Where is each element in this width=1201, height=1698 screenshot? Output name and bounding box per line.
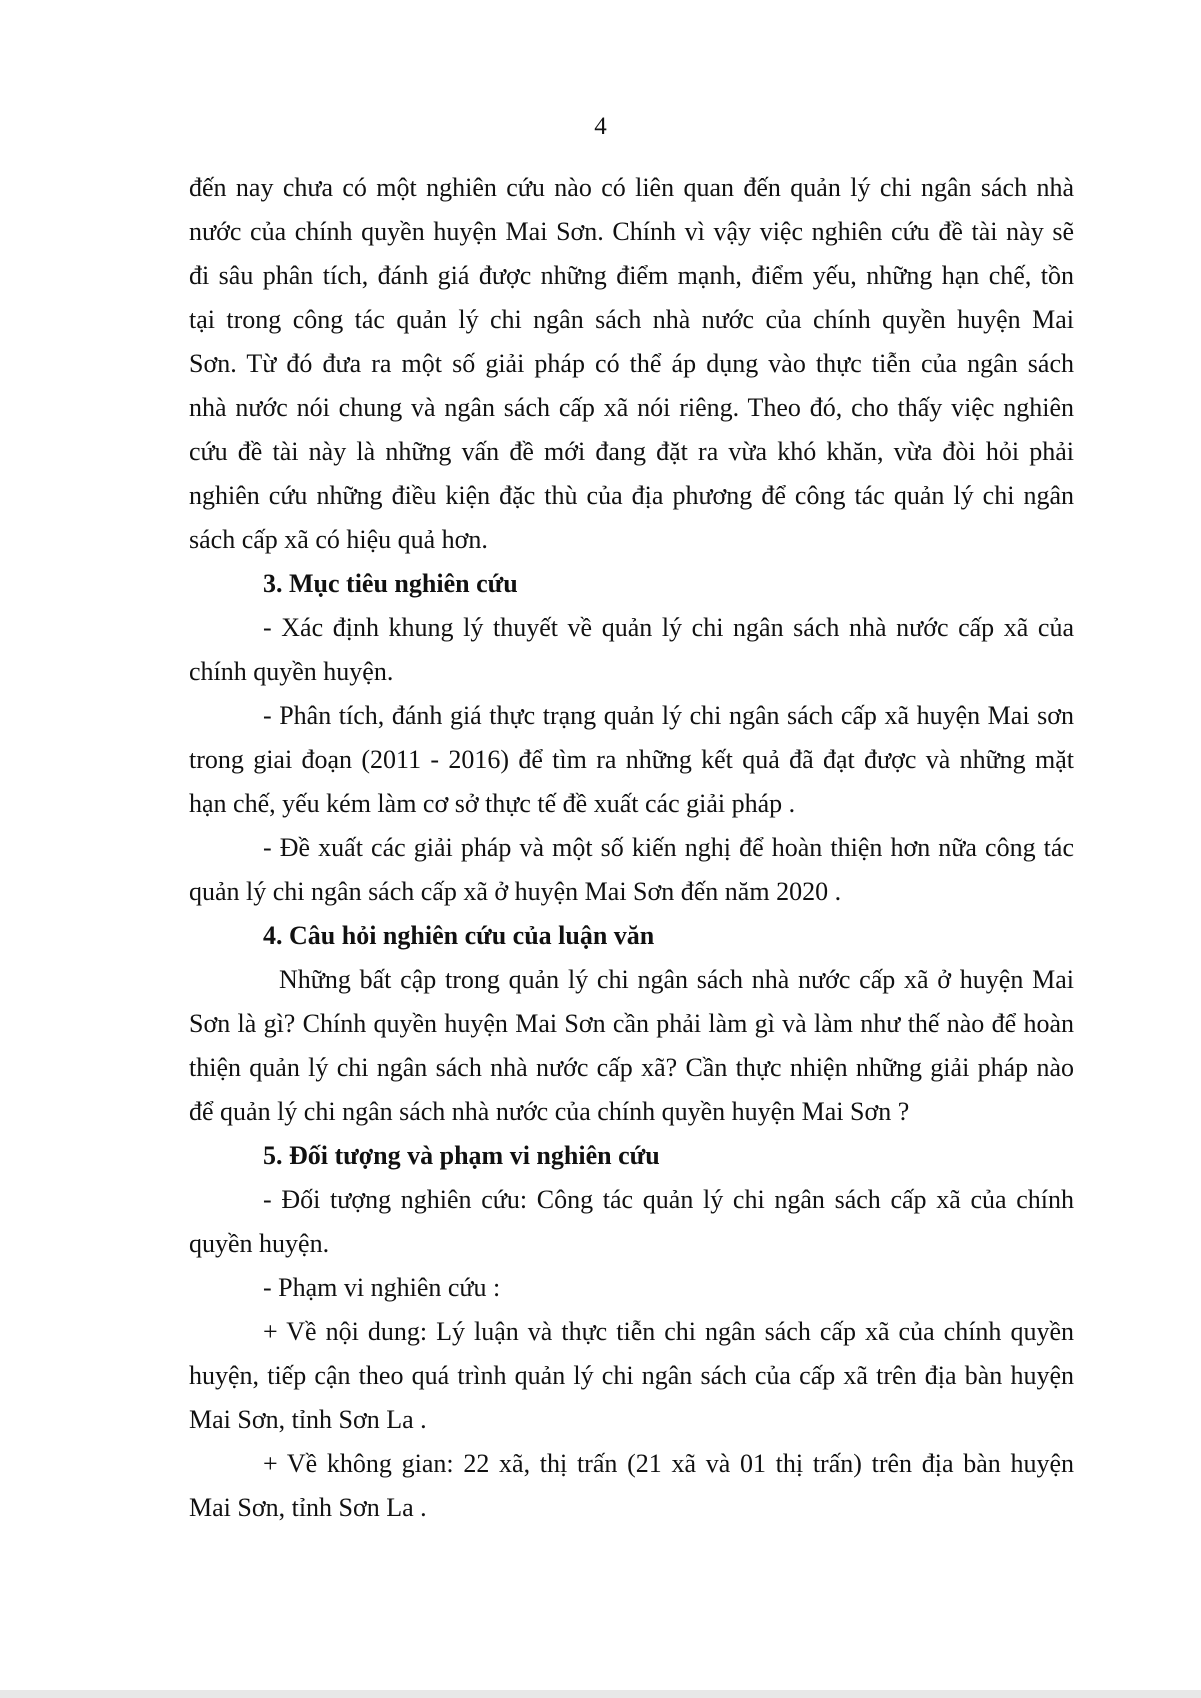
text-line: sách cấp xã có hiệu quả hơn.: [189, 525, 488, 554]
text-line: - Phân tích, đánh giá thực trạng quản lý chi ngân sách cấp xã huyện Mai sơn: [263, 701, 1074, 730]
text-line: nghiên cứu những điều kiện đặc thù của địa phương để công tác quản lý chi ngân: [189, 481, 1074, 510]
text-line: Mai Sơn, tỉnh Sơn La .: [189, 1493, 427, 1522]
text-line: cứu đề tài này là những vấn đề mới đang đặt ra vừa khó khăn, vừa đòi hỏi phải: [189, 437, 1074, 466]
section-3-heading: 3. Mục tiêu nghiên cứu: [263, 569, 518, 598]
objective-item-1: [189, 606, 1074, 694]
text-line: đi sâu phân tích, đánh giá được những điểm mạnh, điểm yếu, những hạn chế, tồn: [189, 261, 1074, 290]
text-line: thiện quản lý chi ngân sách nhà nước cấp xã? Cần thực nhiện những giải pháp nào: [189, 1053, 1074, 1082]
text-line: tại trong công tác quản lý chi ngân sách nhà nước của chính quyền huyện Mai: [189, 305, 1074, 334]
section-5-heading: 5. Đối tượng và phạm vi nghiên cứu: [263, 1141, 660, 1170]
research-scope-label: - Phạm vi nghiên cứu :: [263, 1273, 501, 1302]
text-line: nước của chính quyền huyện Mai Sơn. Chính vì vậy việc nghiên cứu đề tài này sẽ: [189, 217, 1074, 246]
scope-content-item: [189, 1310, 1074, 1442]
text-line: + Về không gian: 22 xã, thị trấn (21 xã và 01 thị trấn) trên địa bàn huyện: [263, 1449, 1074, 1478]
objective-item-2: [189, 694, 1074, 826]
text-line: đến nay chưa có một nghiên cứu nào có liên quan đến quản lý chi ngân sách nhà: [189, 173, 1074, 202]
intro-paragraph: [189, 166, 1074, 562]
section-4-heading: 4. Câu hỏi nghiên cứu của luận văn: [263, 921, 655, 950]
text-line: Sơn. Từ đó đưa ra một số giải pháp có thể áp dụng vào thực tiễn của ngân sách: [189, 349, 1074, 378]
research-object-item: [189, 1178, 1074, 1266]
text-line: huyện, tiếp cận theo quá trình quản lý chi ngân sách của cấp xã trên địa bàn huyện: [189, 1361, 1074, 1390]
text-line: chính quyền huyện.: [189, 657, 394, 686]
text-line: - Đối tượng nghiên cứu: Công tác quản lý chi ngân sách cấp xã của chính: [263, 1185, 1074, 1214]
text-line: hạn chế, yếu kém làm cơ sở thực tế đề xuất các giải pháp .: [189, 789, 796, 818]
text-line: để quản lý chi ngân sách nhà nước của chính quyền huyện Mai Sơn ?: [189, 1097, 910, 1126]
text-line: Sơn là gì? Chính quyền huyện Mai Sơn cần phải làm gì và làm như thế nào để hoàn: [189, 1009, 1074, 1038]
research-questions-paragraph: [189, 958, 1074, 1134]
scope-space-item: [189, 1442, 1074, 1530]
objective-item-3: [189, 826, 1074, 914]
text-line: trong giai đoạn (2011 - 2016) để tìm ra những kết quả đã đạt được và những mặt: [189, 745, 1074, 774]
text-line: quản lý chi ngân sách cấp xã ở huyện Mai Sơn đến năm 2020 .: [189, 877, 842, 906]
text-line: - Xác định khung lý thuyết về quản lý chi ngân sách nhà nước cấp xã của: [263, 613, 1074, 642]
text-line: Mai Sơn, tỉnh Sơn La .: [189, 1405, 427, 1434]
text-line: Những bất cập trong quản lý chi ngân sách nhà nước cấp xã ở huyện Mai: [279, 965, 1074, 994]
text-line: - Đề xuất các giải pháp và một số kiến nghị để hoàn thiện hơn nữa công tác: [263, 833, 1074, 862]
text-line: + Về nội dung: Lý luận và thực tiễn chi ngân sách cấp xã của chính quyền: [263, 1317, 1074, 1346]
page-number: 4: [594, 113, 607, 140]
page-bottom-edge: [0, 1690, 1201, 1698]
text-line: quyền huyện.: [189, 1229, 330, 1258]
document-body: [189, 166, 1074, 1530]
text-line: nhà nước nói chung và ngân sách cấp xã nói riêng. Theo đó, cho thấy việc nghiên: [189, 393, 1074, 422]
